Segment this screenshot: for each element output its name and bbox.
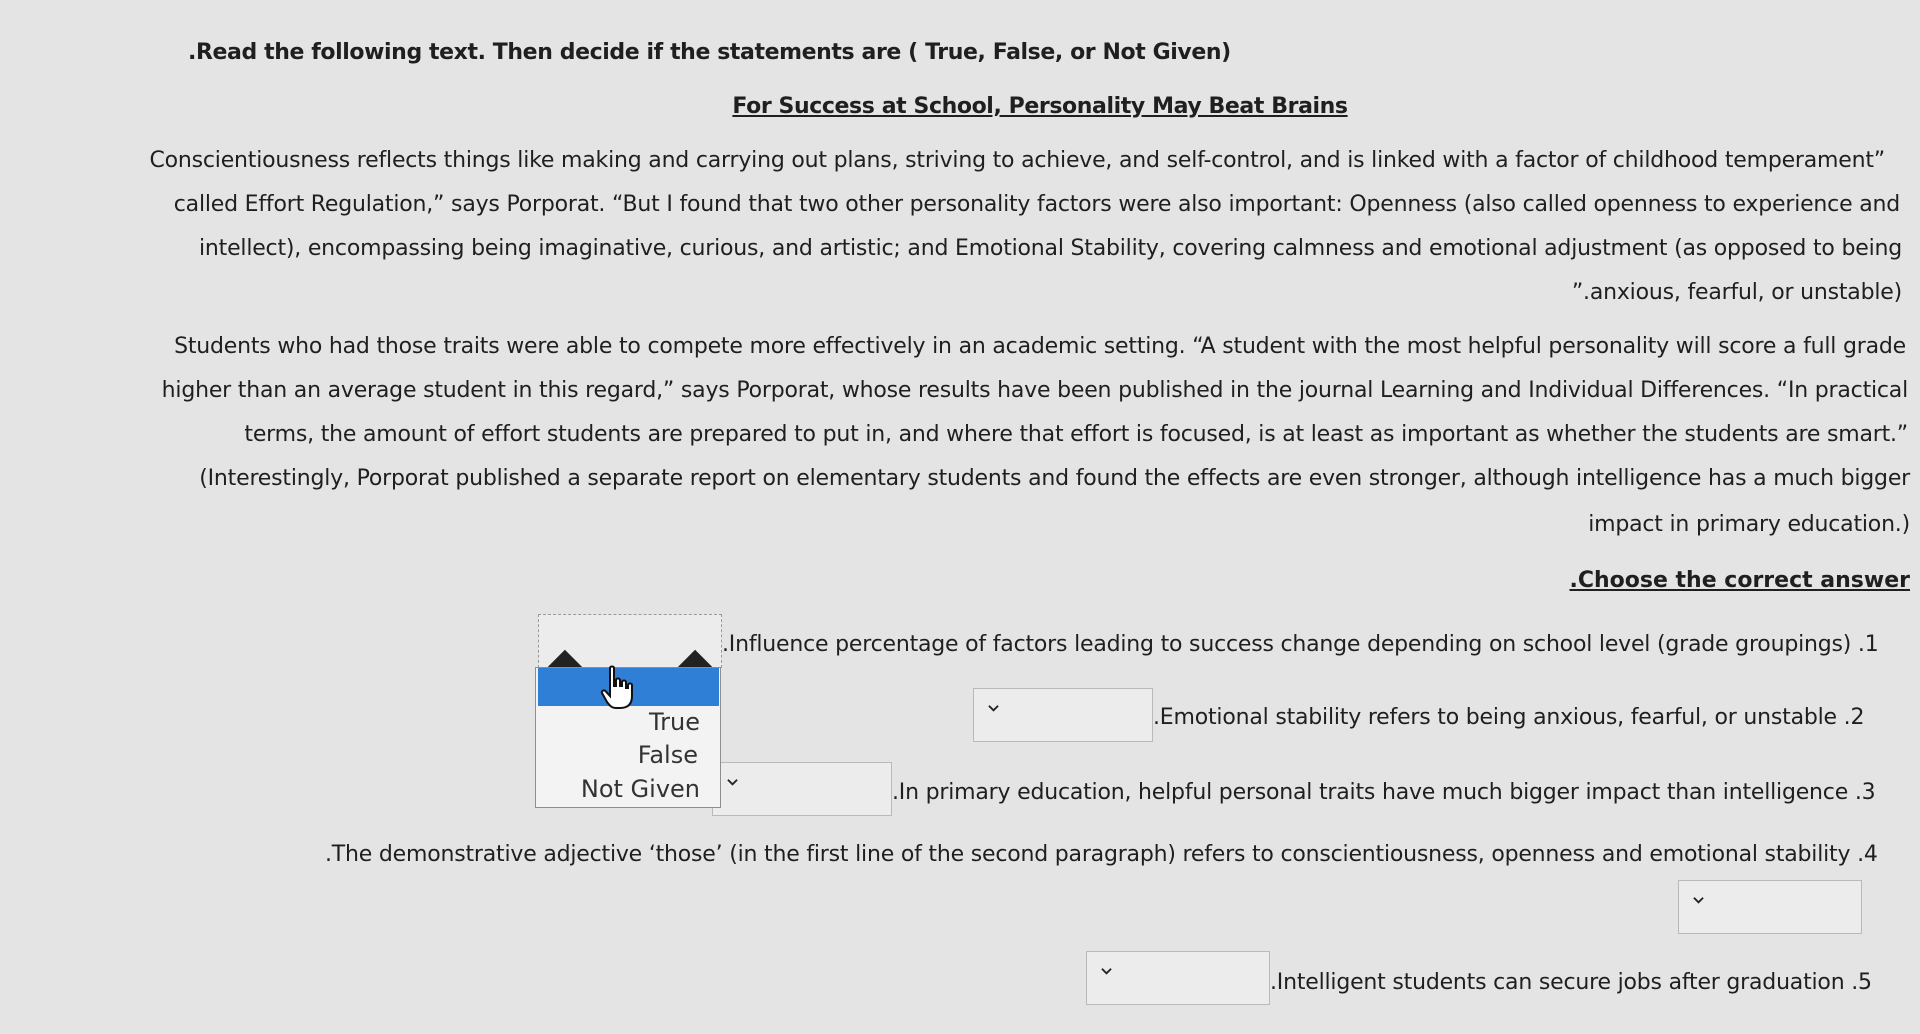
paragraph2-line4: (Interestingly, Porporat published a separate report on elementary students and found the effects are even stronger, although intelligence has a much bigger <box>199 466 1910 491</box>
paragraph2-line2: higher than an average student in this regard,” says Porporat, whose results have been published in the journal Learning and Individual Differences. “In practical <box>161 378 1908 403</box>
question-1-text: .Influence percentage of factors leading to success change depending on school level (grade groupings) .1 <box>722 632 1879 657</box>
chevron-down-icon <box>988 703 999 714</box>
option-false[interactable]: False <box>637 741 698 769</box>
hand-cursor-icon <box>598 664 638 712</box>
answer-select-q4[interactable] <box>1678 880 1862 934</box>
answer-select-q5[interactable] <box>1086 951 1270 1005</box>
chevron-down-icon <box>1101 966 1112 977</box>
paragraph2-line5: impact in primary education.) <box>1588 512 1910 537</box>
paragraph1-line2: called Effort Regulation,” says Porporat. “But I found that two other personality factors were also important: Openness (also called openness to experience and <box>173 192 1900 217</box>
question-3-text: .In primary education, helpful personal traits have much bigger impact than intelligence .3 <box>892 780 1876 805</box>
question-5-text: .Intelligent students can secure jobs after graduation .5 <box>1270 970 1872 995</box>
answer-select-q2[interactable] <box>973 688 1153 742</box>
option-not-given[interactable]: Not Given <box>580 775 700 803</box>
choose-answer-label: .Choose the correct answer <box>1569 568 1910 593</box>
chevron-down-icon <box>1693 895 1704 906</box>
paragraph2-line3: terms, the amount of effort students are prepared to put in, and where that effort is focused, is at least as important as whether the students are smart.” <box>244 422 1908 447</box>
answer-select-q1[interactable] <box>538 614 722 668</box>
answer-select-q3[interactable] <box>712 762 892 816</box>
paragraph2-line1: Students who had those traits were able to compete more effectively in an academic setting. “A student with the most helpful personality will score a full grade <box>174 334 1906 359</box>
question-2-text: .Emotional stability refers to being anxious, fearful, or unstable .2 <box>1153 705 1865 730</box>
option-true[interactable]: True <box>649 708 700 736</box>
paragraph1-line1: Conscientiousness reflects things like making and carrying out plans, striving to achieve, and self-control, and is linked with a factor of childhood temperament” <box>149 148 1885 173</box>
paragraph1-line3: intellect), encompassing being imaginative, curious, and artistic; and Emotional Stability, covering calmness and emotional adjustment (as opposed to being <box>198 236 1902 261</box>
chevron-down-icon <box>727 777 738 788</box>
question-4-text: .The demonstrative adjective ‘those’ (in the first line of the second paragraph) refers to conscientiousness, openness and emotional stability .4 <box>325 842 1878 867</box>
instruction-text: .Read the following text. Then decide if the statements are ( True, False, or Not Given) <box>188 40 1231 65</box>
passage-title: For Success at School, Personality May Beat Brains <box>732 94 1348 119</box>
paragraph1-line4: ”.anxious, fearful, or unstable) <box>1571 280 1902 305</box>
